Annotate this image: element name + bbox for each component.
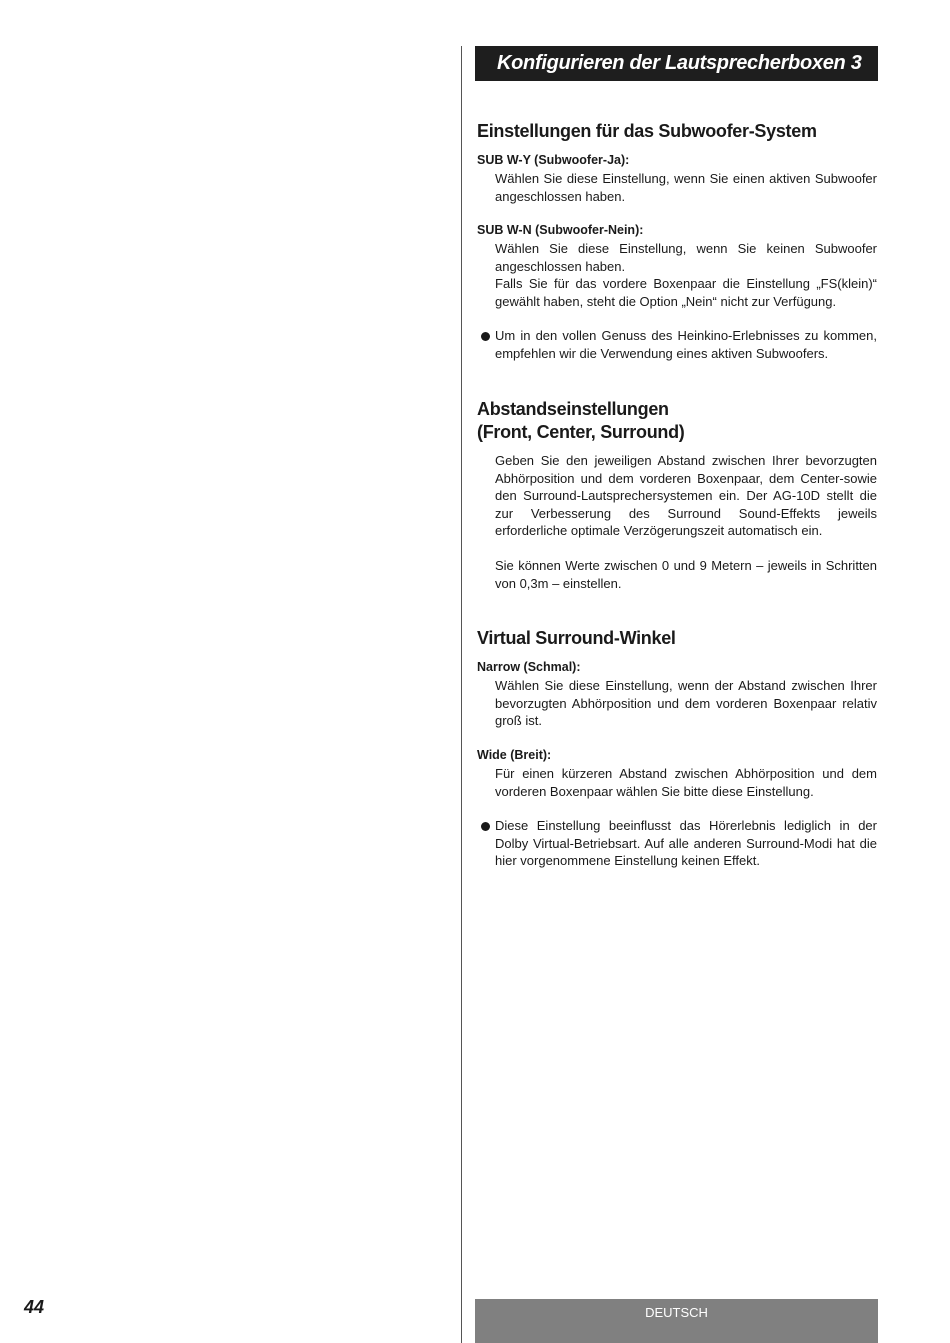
- wide-term: Wide (Breit):: [477, 748, 552, 762]
- narrow-term: Narrow (Schmal):: [477, 660, 581, 674]
- virtual-surround-tip: Diese Einstellung beeinflusst das Hörerlebnis lediglich in der Dolby Virtual-Betriebsart. Auf alle anderen Surround-Modi hat die hier vorgenommene Einstellung keinen Effekt.: [495, 818, 877, 868]
- narrow-text: Wählen Sie diese Einstellung, wenn der Abstand zwischen Ihrer bevorzugten Abhörposition und dem vorderen Boxenpaar relativ groß ist.: [495, 678, 877, 728]
- column-divider: [461, 46, 462, 1343]
- sub-w-n-text: Wählen Sie diese Einstellung, wenn Sie keinen Subwoofer angeschlossen haben.: [495, 241, 877, 274]
- sub-w-y-text: Wählen Sie diese Einstellung, wenn Sie einen aktiven Subwoofer angeschlossen haben.: [495, 171, 877, 204]
- sub-w-n-term: SUB W-N (Subwoofer-Nein):: [477, 223, 644, 237]
- page-number: 44: [24, 1297, 45, 1317]
- virtual-surround-heading: Virtual Surround-Winkel: [477, 628, 676, 648]
- distance-heading-line1: Abstandseinstellungen: [477, 399, 669, 419]
- distance-heading-line2: (Front, Center, Surround): [477, 422, 685, 442]
- bullet-icon: [481, 822, 490, 831]
- sub-w-n-note: Falls Sie für das vordere Boxenpaar die Einstellung „FS(klein)“ gewählt haben, steht die Option „Nein“ nicht zur Verfügung.: [495, 276, 877, 309]
- subwoofer-tip: Um in den vollen Genuss des Heinkino-Erlebnisses zu kommen, empfehlen wir die Verwendung eines aktiven Subwoofers.: [495, 328, 877, 361]
- section-header-bar: [475, 46, 878, 81]
- sub-w-y-term: SUB W-Y (Subwoofer-Ja):: [477, 153, 630, 167]
- subwoofer-heading: Einstellungen für das Subwoofer-System: [477, 121, 817, 141]
- distance-text: Geben Sie den jeweiligen Abstand zwischen Ihrer bevorzugten Abhörposition und dem vorderen Boxenpaar, dem Center-sowie den Surround-Lautsprechersystemen ein. Der AG-10D stellt die zur Verbesserung des Surround Sound-Effekts jeweils erforderliche optimale Verzögerungszeit automatisch ein.: [495, 453, 877, 538]
- language-label: DEUTSCH: [645, 1305, 708, 1320]
- wide-text: Für einen kürzeren Abstand zwischen Abhörposition und dem vorderen Boxenpaar wählen Sie bitte diese Einstellung.: [495, 766, 877, 799]
- bullet-icon: [481, 332, 490, 341]
- distance-range-text: Sie können Werte zwischen 0 und 9 Metern – jeweils in Schritten von 0,3m – einstellen.: [495, 558, 877, 591]
- language-footer-bar: [475, 1299, 878, 1343]
- section-title: Konfigurieren der Lautsprecherboxen 3: [497, 52, 862, 74]
